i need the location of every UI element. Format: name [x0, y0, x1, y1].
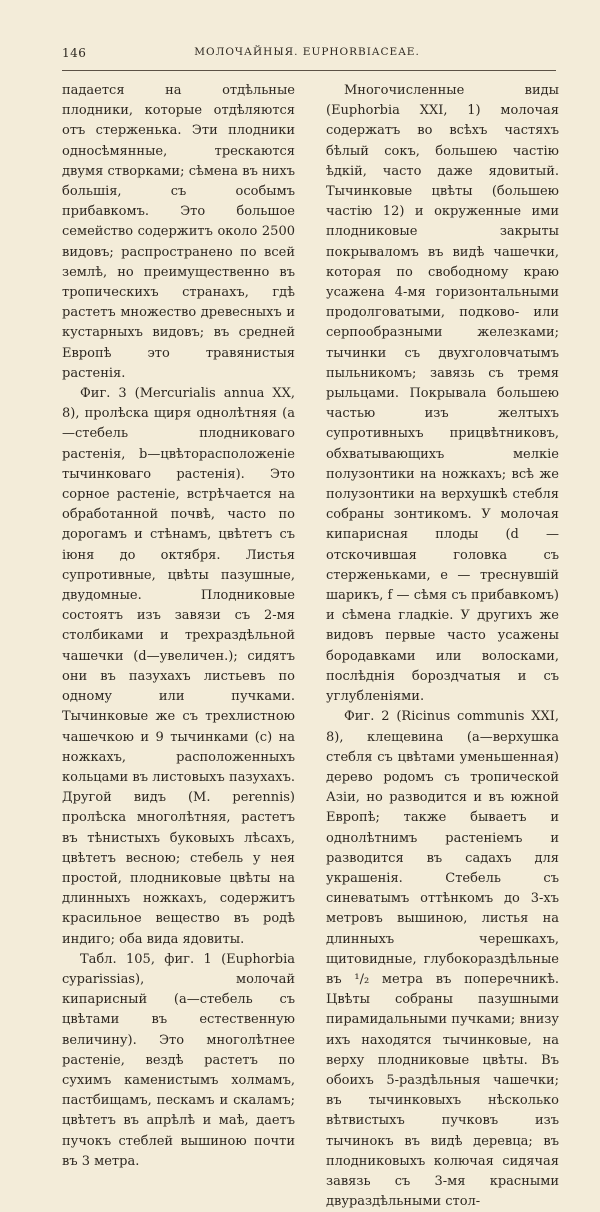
- paragraph: падается на отдѣльные плодники, которые отдѣляются отъ стерженька. Эти плодники односѣмянные, трескаются двумя створками; сѣмена въ нихъ большія, съ особымъ прибавкомъ. Это большое семейство содержитъ около 2500 видовъ; распространено по всей землѣ, но преимущественно въ тропическихъ странахъ, гдѣ растетъ множество древесныхъ и кустарныхъ видовъ; въ средней Европѣ это травянистыя растенія.: [62, 83, 295, 381]
- page-number: 146: [62, 46, 87, 60]
- header-rule: [62, 70, 556, 71]
- right-column: [326, 81, 559, 1212]
- left-column: [62, 81, 295, 1172]
- page-header: [62, 46, 552, 64]
- paragraph: Табл. 105, фиг. 1 (Euphorbia cyparissias), молочай кипарисный (a—стебель съ цвѣтами въ естественную величину). Это многолѣтнее растеніе, вездѣ растетъ по сухимъ каменистымъ холмамъ, пастбищамъ, пескамъ и скаламъ; цвѣтетъ въ апрѣлѣ и маѣ, даетъ пучокъ стеблей вышиною почти въ 3 метра.: [62, 951, 295, 1169]
- running-head: МОЛОЧАЙНЫЯ. EUPHORBIACEAE.: [194, 46, 420, 58]
- paragraph: Фиг. 2 (Ricinus communis XXI, 8), клещевина (a—верхушка стебля съ цвѣтами уменьшенная) дерево родомъ съ тропической Азіи, но разводится и въ южной Европѣ; также бываетъ и однолѣтнимъ растеніемъ и разводится въ садахъ для украшенія. Стебель съ синеватымъ оттѣнкомъ до 3-хъ метровъ вышиною, листья на длинныхъ черешкахъ, щитовидные, глубокораздѣльные въ ¹/₂ метра въ поперечникѣ. Цвѣты собраны пазушными пирамидальными пучками; внизу ихъ находятся тычинковые, на верху плодниковые цвѣты. Въ обоихъ 5-раздѣльныя чашечки; въ тычинковыхъ нѣсколько вѣтвистыхъ пучковъ изъ тычинокъ въ видѣ деревца; въ плодниковыхъ колючая сидячая завязь съ 3-мя красными двураздѣльными стол-: [326, 709, 559, 1210]
- paragraph: Многочисленные виды (Euphorbia XXI, 1) молочая содержатъ во всѣхъ частяхъ бѣлый сокъ, большею частію ѣдкій, часто даже ядовитый. Тычинковые цвѣты (большею частію 12) и окруженные ими плодниковые закрыты покрываломъ въ видѣ чашечки, которая по свободному краю усажена 4-мя горизонтальными продолговатыми, подково- или серпообразными железками; тычинки съ двухголовчатымъ пыльникомъ; завязь съ тремя рыльцами. Покрывала большею частью изъ желтыхъ супротивныхъ прицвѣтниковъ, обхватывающихъ мелкіе полузонтики на ножкахъ; всѣ же полузонтики на верхушкѣ стебля собраны зонтикомъ. У молочая кипарисная плоды (d — отскочившая головка съ стерженьками, e — треснувшій шарикъ, f — сѣмя съ прибавкомъ) и сѣмена гладкіе. У другихъ же видовъ первые часто усажены бородавками или волосками, послѣднія бороздчатыя и съ углубленіями.: [326, 83, 559, 705]
- paragraph: Фиг. 3 (Mercurialis annua XX, 8), пролѣска щиря однолѣтняя (a—стебель плодниковаго растенія, b—цвѣторасположеніе тычинковаго растенія). Это сорное растеніе, встрѣчается на обработанной почвѣ, часто по дорогамъ и стѣнамъ, цвѣтетъ съ іюня до октября. Листья супротивные, цвѣты пазушные, двудомные. Плодниковые состоятъ изъ завязи съ 2-мя столбиками и трехраздѣльной чашечки (d—увеличен.); сидятъ они въ пазухахъ листьевъ по одному или пучками. Тычинковые же съ трехлистною чашечкою и 9 тычинками (c) на ножкахъ, расположенныхъ кольцами въ листовыхъ пазухахъ. Другой видъ (M. perennis) пролѣска многолѣтняя, растетъ въ тѣнистыхъ буковыхъ лѣсахъ, цвѣтетъ весною; стебель у нея простой, плодниковые цвѣты на длинныхъ ножкахъ, содержитъ красильное вещество въ родѣ индиго; оба вида ядовиты.: [62, 386, 295, 947]
